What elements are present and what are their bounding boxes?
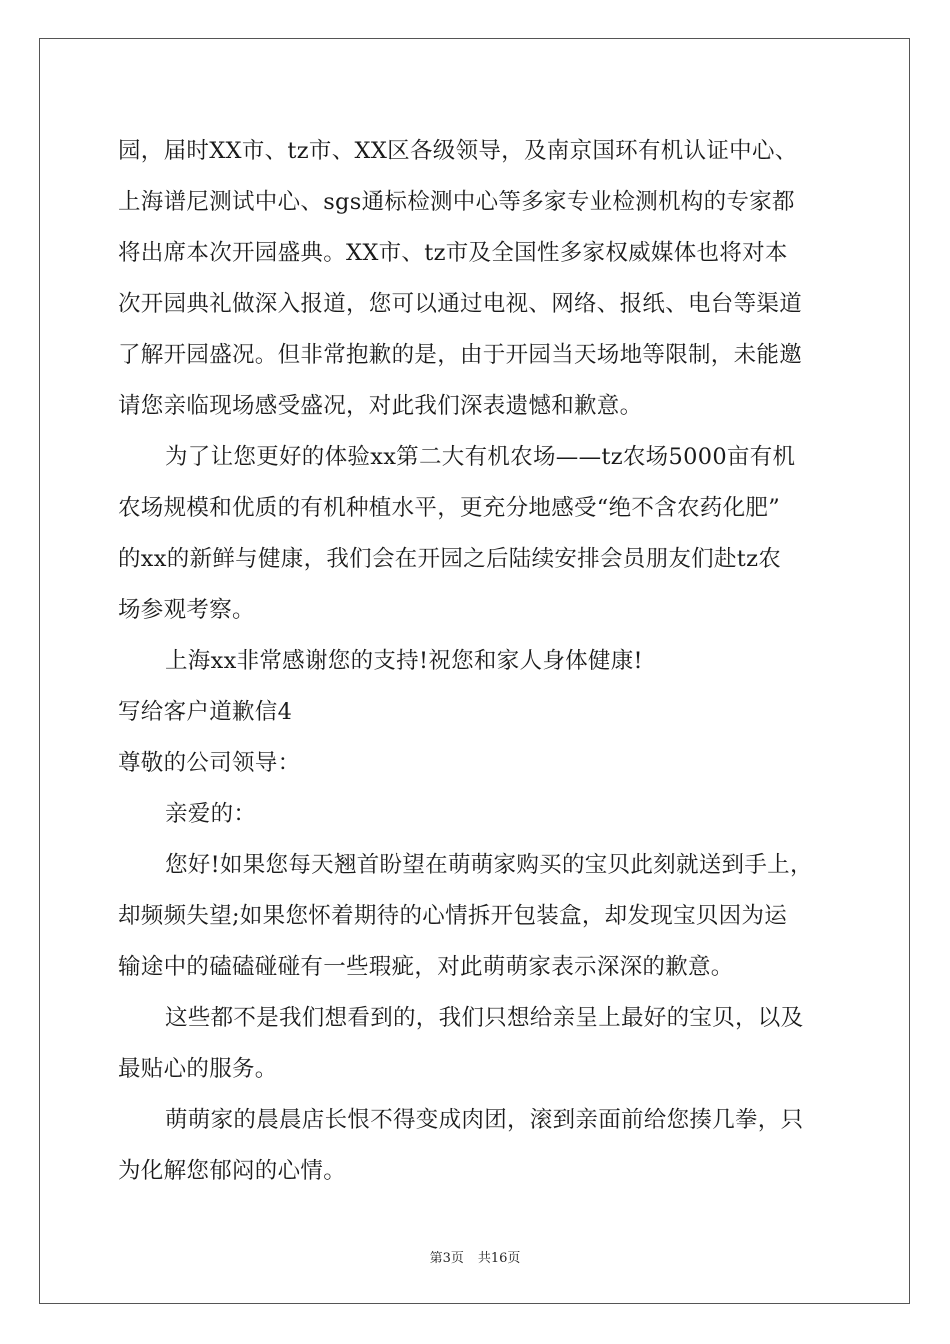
greeting: 亲爱的： [165, 801, 257, 827]
page-total: 共16页 [477, 1251, 521, 1266]
page-number: 第3页 [429, 1251, 464, 1266]
text-line: 上海谱尼测试中心、sgs通标检测中心等多家专业检测机构的专家都 [118, 189, 795, 215]
text-line: 农场规模和优质的有机种植水平，更充分地感受“绝不含农药化肥” [118, 495, 781, 521]
paragraph-start-line: 萌萌家的晨晨店长恨不得变成肉团，滚到亲面前给您揍几拳，只 [165, 1107, 804, 1133]
paragraph-start-line: 您好!如果您每天翘首盼望在萌萌家购买的宝贝此刻就送到手上， [165, 852, 813, 878]
text-line: 为化解您郁闷的心情。 [118, 1158, 347, 1184]
text-line: 的xx的新鲜与健康，我们会在开园之后陆续安排会员朋友们赴tz农 [118, 546, 782, 572]
paragraph-start-line: 为了让您更好的体验xx第二大有机农场——tz农场5000亩有机 [165, 444, 796, 470]
paragraph-start-line: 这些都不是我们想看到的，我们只想给亲呈上最好的宝贝，以及 [165, 1005, 804, 1031]
text-line: 场参观考察。 [118, 597, 255, 623]
text-line: 却频频失望;如果您怀着期待的心情拆开包装盒，却发现宝贝因为运 [118, 903, 788, 929]
text-line: 输途中的磕磕碰碰有一些瑕疵，对此萌萌家表示深深的歉意。 [118, 954, 734, 980]
salutation: 尊敬的公司领导： [118, 750, 301, 776]
section-heading: 写给客户道歉信4 [118, 699, 293, 725]
text-line: 最贴心的服务。 [118, 1056, 278, 1082]
page-footer [0, 1247, 950, 1266]
text-line: 请您亲临现场感受盛况，对此我们深表遗憾和歉意。 [118, 393, 643, 419]
paragraph-start-line: 上海xx非常感谢您的支持!祝您和家人身体健康! [165, 648, 643, 674]
text-line: 将出席本次开园盛典。XX市、tz市及全国性多家权威媒体也将对本 [118, 240, 788, 266]
text-line: 次开园典礼做深入报道，您可以通过电视、网络、报纸、电台等渠道 [118, 291, 803, 317]
document-body [118, 126, 838, 1197]
text-line: 了解开园盛况。但非常抱歉的是，由于开园当天场地等限制，未能邀 [118, 342, 803, 368]
text-line: 园，届时XX市、tz市、XX区各级领导，及南京国环有机认证中心、 [118, 138, 798, 164]
